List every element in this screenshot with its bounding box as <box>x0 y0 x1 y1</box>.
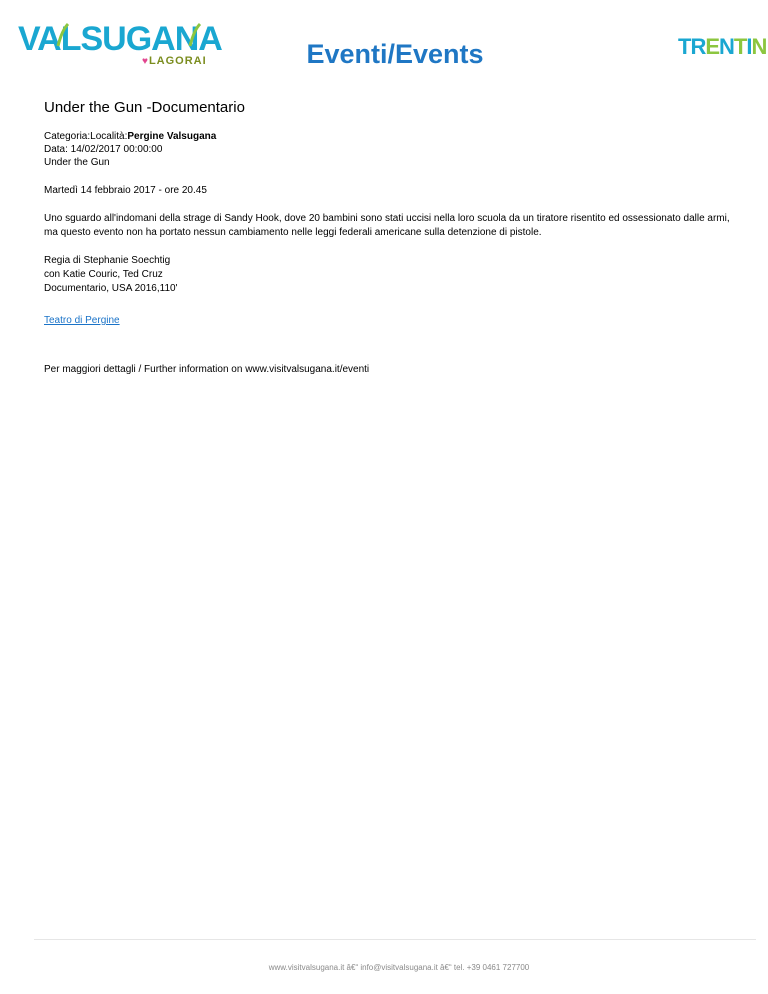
event-date: Data: 14/02/2017 00:00:00 <box>44 144 163 155</box>
category-label: Categoria: <box>44 131 91 142</box>
event-description: Uno sguardo all'indomani della strage di Sandy Hook, dove 20 bambini sono stati uccisi nella loro scuola da un tiratore risentito ed ossessionato dalle armi, ma questo evento non ha portato nessun cambiamento nelle leggi federali americane sulla detenzione di pistole. <box>44 213 730 238</box>
event-subtitle: Under the Gun <box>44 157 110 168</box>
credit-line: con Katie Couric, Ted Cruz <box>44 269 163 280</box>
page-title: Eventi/Events <box>306 39 484 69</box>
trentino-letter: R <box>690 34 706 59</box>
trentino-letter: I <box>746 34 752 59</box>
heart-icon: ♥ <box>142 55 148 67</box>
more-info: Per maggiori dettagli / Further information on www.visitvalsugana.it/eventi <box>44 364 370 375</box>
page-header <box>0 0 768 95</box>
trentino-letter: T <box>678 34 691 59</box>
event-schedule: Martedì 14 febbraio 2017 - ore 20.45 <box>44 185 207 196</box>
event-title: Under the Gun -Documentario <box>44 99 245 116</box>
event-detail <box>44 98 734 377</box>
category-location-line <box>44 130 734 143</box>
valsugana-logo-text: VALSUGANA <box>18 20 222 58</box>
location-value: Pergine Valsugana <box>127 131 217 142</box>
trentino-logo-text <box>678 34 766 60</box>
trentino-letter: T <box>733 34 747 59</box>
credit-line: Documentario, USA 2016,110' <box>44 283 178 294</box>
trentino-letter: N <box>751 34 767 59</box>
trentino-letter: N <box>719 34 734 59</box>
credit-line: Regia di Stephanie Soechtig <box>44 255 171 266</box>
trentino-letter: E <box>705 34 720 59</box>
event-meta <box>44 130 734 169</box>
footer-divider <box>34 939 756 940</box>
footer-contact: www.visitvalsugana.it â€“ info@visitvalsugana.it â€“ tel. +39 0461 727700 <box>268 963 530 972</box>
event-credits <box>44 254 734 296</box>
venue-link[interactable]: Teatro di Pergine <box>44 315 120 326</box>
trentino-logo[interactable] <box>678 34 768 64</box>
lagorai-text: LAGORAI <box>148 55 207 67</box>
location-label: Località: <box>90 131 128 142</box>
